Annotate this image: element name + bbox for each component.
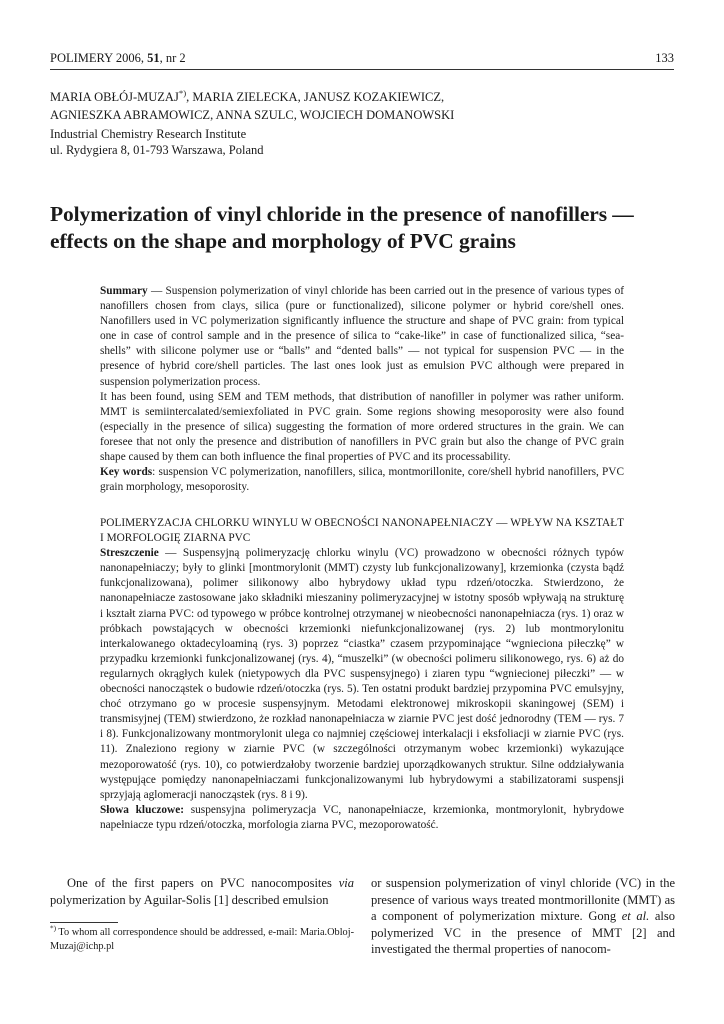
footnote-text xyxy=(50,926,354,953)
affiliation xyxy=(50,126,674,158)
continuation-text-b: also polymerized VC in the presence of MMT [2] and investigated the thermal properties of nanocom- xyxy=(371,909,675,957)
footnote-rule xyxy=(50,922,118,923)
polish-keywords xyxy=(100,803,624,833)
summary-paragraph-2: It has been found, using SEM and TEM methods, that distribution of nanofiller in polymer was rather uniform. MMT is semiintercalated/semiexfoliated in PVC grain. Some regions showing mesoporosity were also found (especially in the presence of silica) suggesting the formation of more ordered structures in the grain. We can foresee that not only the presence and distribution of nanofillers in PVC grain but also the change of PVC grain shape caused by them can both influence the final properties of PVC and its processability. xyxy=(100,390,624,464)
intro-continuation xyxy=(371,875,675,958)
streszczenie-label: Streszczenie xyxy=(100,547,159,560)
summary-keywords xyxy=(100,465,624,495)
title-line-1: Polymerization of vinyl chloride in the presence of nanofillers — xyxy=(50,202,634,226)
footnote-body: To whom all correspondence should be addressed, e-mail: Maria.Obloj-Muzaj@ichp.pl xyxy=(50,927,354,952)
footnote-marker: *) xyxy=(50,924,57,933)
body-column-left xyxy=(50,875,354,908)
journal-name: POLIMERY 2006, xyxy=(50,51,148,65)
authors-line-1-rest: , MARIA ZIELECKA, JANUSZ KOZAKIEWICZ, xyxy=(186,90,445,104)
continuation-et-al: et al. xyxy=(621,909,650,924)
journal-issue: , nr 2 xyxy=(159,51,186,65)
institution-address: ul. Rydygiera 8, 01-793 Warszawa, Poland xyxy=(50,143,264,157)
journal-volume: 51 xyxy=(147,51,160,65)
summary-text-1: — Suspension polymerization of vinyl chloride has been carried out in the presence of various types of nanofillers chosen from clays, silica (pure or functionalized), silicone polymer or hybrid core/shell ones. Nanofillers used in VC polymerization significantly influence the structure and shape of PVC grain: from typical one in case of control sample and in the presence of silica to “cake-like” in case of functionalized silica, “sea-shells” with silicone polymer use or “balls” and “dented balls” — not typical for suspension PVC — in the presence of hybrid core/shell particles. The last ones look just as emulsion PVC although were prepared in suspension polymerization process. xyxy=(100,285,624,388)
intro-paragraph xyxy=(50,875,354,908)
polish-title: POLIMERYZACJA CHLORKU WINYLU W OBECNOŚCI NANONAPEŁNIACZY — WPŁYW NA KSZTAŁT I MORFOLOGIĘ ZIARNA PVC xyxy=(100,517,624,545)
page-number: 133 xyxy=(655,51,674,65)
header-rule xyxy=(50,69,674,70)
continuation-text-a: or suspension polymerization of vinyl chloride (VC) in the presence of various ways treated montmorillonite (MMT) as a component of polymerization mixture. Gong xyxy=(371,876,675,924)
title-line-2: effects on the shape and morphology of PVC grains xyxy=(50,229,516,253)
summary-label: Summary xyxy=(100,285,148,297)
english-summary xyxy=(100,284,624,495)
polish-keywords-label: Słowa kluczowe: xyxy=(100,803,184,816)
footnote-mark: *) xyxy=(178,87,187,98)
keywords-label: Key words xyxy=(100,466,153,479)
authors-line-2: AGNIESZKA ABRAMOWICZ, ANNA SZULC, WOJCIECH DOMANOWSKI xyxy=(50,108,455,122)
authors-line-1 xyxy=(50,88,674,106)
summary-paragraph-1 xyxy=(100,284,624,390)
institution-name: Industrial Chemistry Research Institute xyxy=(50,127,247,141)
polish-summary xyxy=(100,516,624,833)
running-header-journal xyxy=(50,51,186,66)
footnote xyxy=(50,926,354,953)
intro-via: via xyxy=(338,876,354,890)
streszczenie-text: — Suspensyjną polimeryzację chlorku winylu (VC) prowadzono w obecności różnych typów nanonapełniaczy; były to glinki [montmorylonit (MMT) czysty lub funkcjonalizowany], krzemionka (czysta bądź funkcjonalizowana), polimer silikonowy albo hybrydowy układ typu rdzeń/otoczka. Stwierdzono, że nanonapełniacze zastosowane jako składniki mieszaniny polimeryzacyjnej w istotny sposób wpływają na strukturę i kształt ziarna PVC: od typowego w próbce kontrolnej otrzymanej w nieobecności nanonapełniacza (rys. 1) oraz w próbkach powstających w obecności krzemionki niefunkcjonalizowanej (rys. 2) lub montmorylonitu interkalowanego oktadecyloaminą (rys. 3) poprzez “ciastka” czasem przypominające “wgnieciona piłeczkę” w przypadku krzemionki funkcjonalizowanej (rys. 4), “muszelki” (w obecności polimeru silikonowego, rys. 6) aż do regularnych okrągłych kulek (nietypowych dla PVC suspensyjnego) i ziaren typu “wgniecionej piłeczki” — w obecności nanocząstek o budowie rdzeń/otoczka (rys. 5). Ten ostatni produkt bardziej przypomina PVC emulsyjny, choć otrzymano go w procesie suspensyjnym. Metodami elektronowej mikroskopii skaningowej (SEM) i transmisyjnej (TEM) stwierdzono, że rozkład nanonapełniacza w ziarnie PVC jest dość jednorodny (TEM — rys. 7 i 8). Funkcjonalizowany montmorylonit ulega co najmniej częściowej interkalacji i eksfoliacji w ziarnie PVC (rys. 11). Znaleziono regiony w ziarnie PVC (w szczególności otrzymanym wobec krzemionki) wykazujące mezoporowatość (rys. 10), co potwierdzałoby tworzenie bardziej uporządkowanych struktur. Silne oddziaływania występujące pomiędzy nanonapełniaczami funkcjonalizowanymi lub hybrydowymi a stabilizatorami suspensji sprzyjają aglomeracji nanocząstek (rys. 8 i 9). xyxy=(100,547,624,801)
polish-keywords-text: suspensyjna polimeryzacja VC, nanonapełniacze, krzemionka, montmorylonit, hybrydowe napełniacze typu rdzeń/otoczka, morfologia ziarna PVC, mezoporowatość. xyxy=(100,803,624,831)
intro-text-a: One of the first papers on PVC nanocomposites xyxy=(67,876,339,890)
body-column-right xyxy=(371,875,675,958)
author-list xyxy=(50,88,674,124)
streszczenie-paragraph xyxy=(100,546,624,803)
paper-title xyxy=(50,201,674,255)
keywords-text: : suspension VC polymerization, nanofillers, silica, montmorillonite, core/shell hybrid nanofillers, PVC grain morphology, mesoporosity. xyxy=(100,466,624,494)
corresponding-author: MARIA OBŁÓJ-MUZAJ xyxy=(50,90,179,104)
intro-text-b: polymerization by Aguilar-Solis [1] described emulsion xyxy=(50,892,329,907)
